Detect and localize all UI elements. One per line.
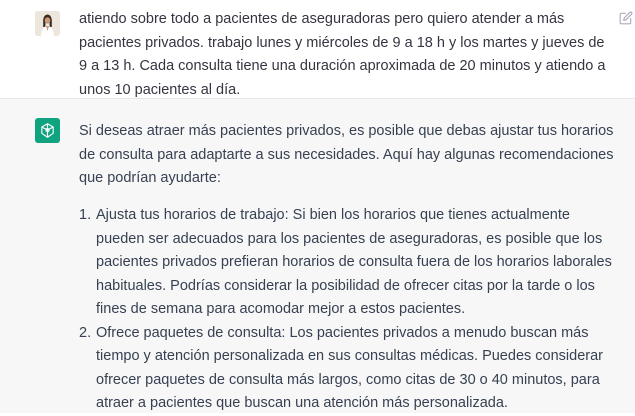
- list-item: [79, 322, 619, 416]
- edit-icon[interactable]: [619, 11, 633, 25]
- recommendation-list: [79, 204, 619, 416]
- list-item: [79, 204, 619, 322]
- assistant-message-row: [0, 99, 635, 413]
- assistant-intro: Si deseas atraer más pacientes privados, es posible que debas ajustar tus horarios de consulta para adaptarte a sus necesidades. Aquí hay algunas recomendaciones que podrían ayudarte:: [79, 123, 614, 186]
- openai-logo-icon: [35, 118, 60, 143]
- list-item-number: 1.: [79, 207, 92, 223]
- user-message-text: atiendo sobre todo a pacientes de aseguradoras pero quiero atender a más pacientes privados. trabajo lunes y miércoles de 9 a 18 h y los martes y jueves de 9 a 13 h. Cada consulta tiene una duración aproximada de 20 minutos y atiendo a unos 10 pacientes al día.: [79, 11, 606, 98]
- list-item-text: Ajusta tus horarios de trabajo: Si bien los horarios que tienes actualmente pueden ser adecuados para los pacientes de aseguradoras, es posible que los pacientes privados prefieran horarios de consulta fuera de los horarios laborales habituales. Podrías considerar la posibilidad de ofrecer citas por la tarde o los fines de semana para acomodar mejor a estos pacientes.: [96, 207, 612, 317]
- list-item-text: Ofrece paquetes de consulta: Los pacientes privados a menudo buscan más tiempo y atención personalizada en sus consultas médicas. Puedes considerar ofrecer paquetes de consulta más largos, como citas de 30 o 40 minutos, para atraer a pacientes que buscan una atención más personalizada.: [96, 324, 603, 411]
- user-message-row: [0, 0, 635, 99]
- user-avatar: [35, 11, 60, 36]
- list-item-number: 2.: [79, 324, 92, 341]
